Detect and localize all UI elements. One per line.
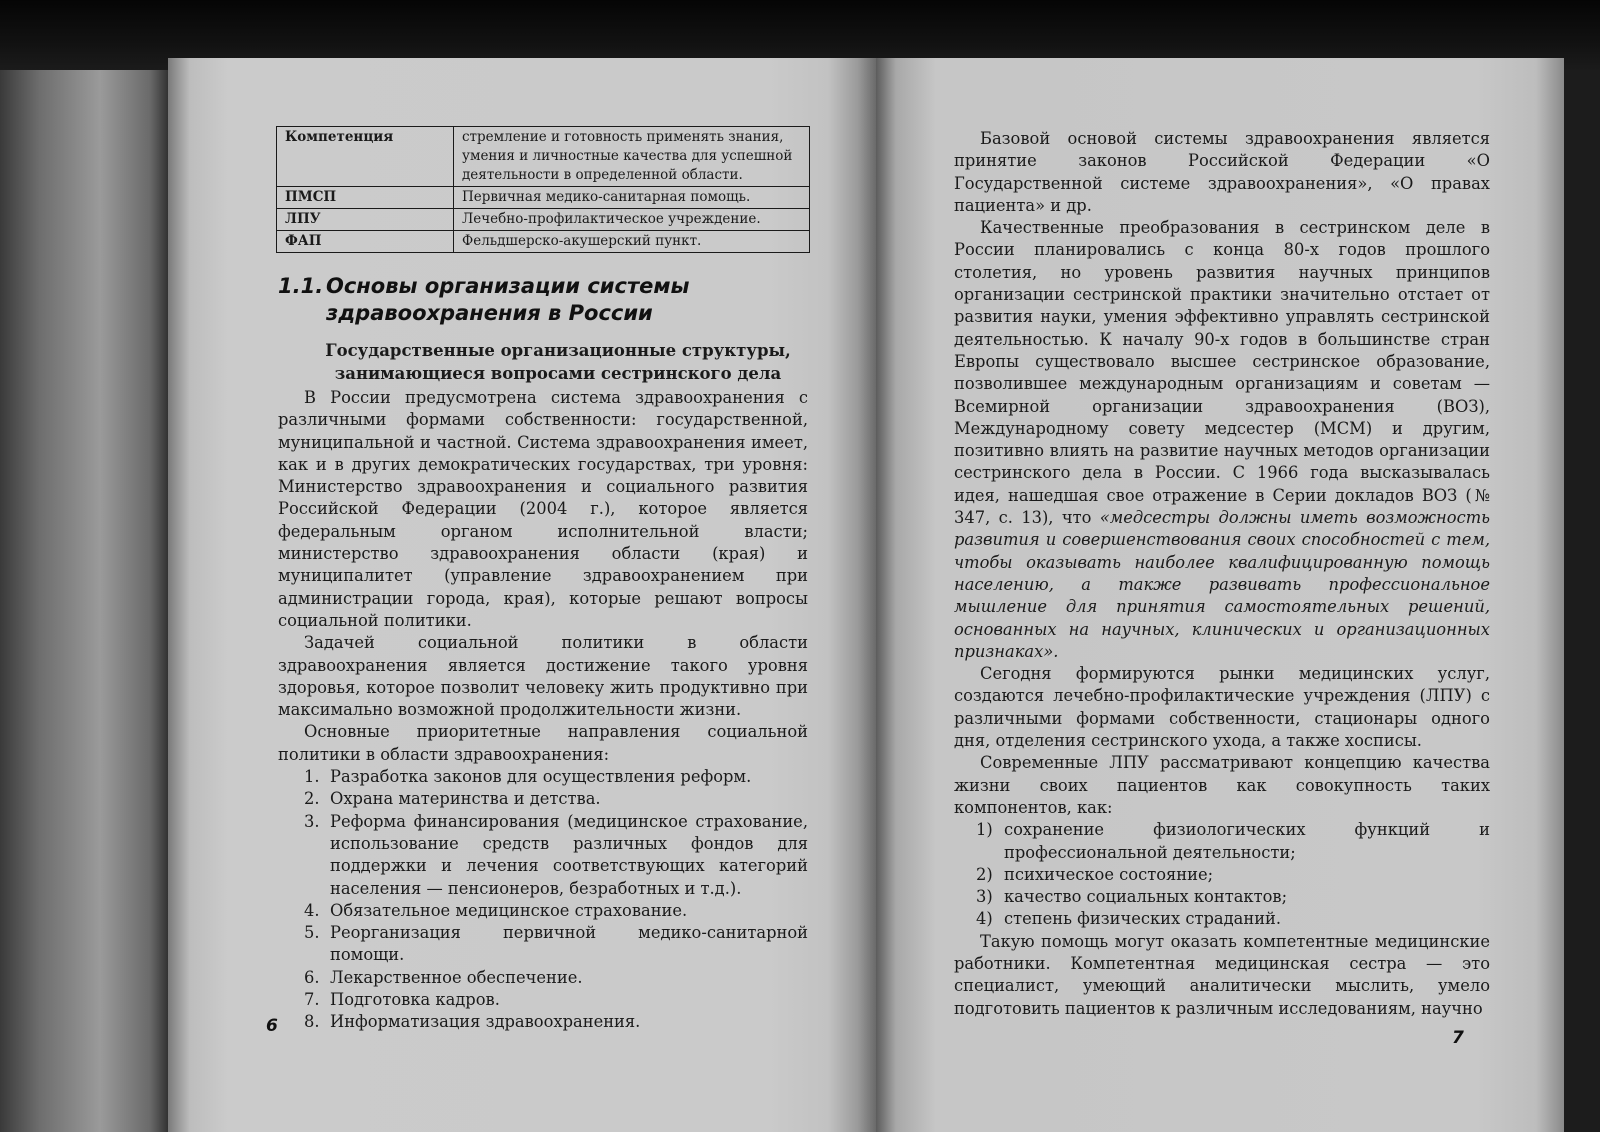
list-item xyxy=(954,819,1490,864)
list-number: 4) xyxy=(976,909,993,929)
list-number: 3) xyxy=(976,887,993,907)
paragraph: Сегодня формируются рынки медицинских услуг, создаются лечебно-профилактические учреждения (ЛПУ) с различными формами собственности, стационары одного дня, отделения сестринского ухода, а также хосписы. xyxy=(954,664,1490,751)
subheading xyxy=(278,339,808,385)
paragraph-text: Качественные преобразования в сестринском деле в России планировались с конца 80-х годов прошлого столетия, но уровень развития научных принципов организации сестринской практики значительно отстает от развития науки, умения эффективно управлять сестринской деятельностью. К началу 90-х годов в большинстве стран Европы существовало высшее сестринское образование, позволившее международным организациям и советам — Всемирной организации здравоохранения (ВОЗ), Международному совету медсестер (МСМ) и другим, позитивно влиять на развитие научных методов организации сестринского дела в России. С 1966 года высказывалась идея, нашедшая свое отражение в Серии докладов ВОЗ (№ 347, с. 13), что xyxy=(954,218,1490,528)
section-title-line1: Основы организации системы xyxy=(326,274,690,298)
list-item xyxy=(278,811,808,900)
left-page xyxy=(168,58,876,1132)
list-item xyxy=(278,766,808,788)
list-text: Информатизация здравоохранения. xyxy=(330,1012,641,1032)
glossary-term: Компетенция xyxy=(277,127,454,187)
page-number: 7 xyxy=(1452,1028,1464,1048)
paragraph: Задачей социальной политики в области здравоохранения является достижение такого уровня здоровья, которое позволит человеку жить продуктивно при максимально возможной продолжительности жизни. xyxy=(278,633,808,720)
list-text: степень физических страданий. xyxy=(1004,909,1282,929)
list-item xyxy=(278,922,808,967)
left-page-content xyxy=(278,126,808,1034)
list-number: 2) xyxy=(976,864,993,884)
who-quote: «медсестры должны иметь возможность развития и совершенствования своих способностей с тем, чтобы оказывать наиболее квалифицированную помощь населению, а также развивать профессиональное мышление для принятия самостоятельных решений, основанных на научных, клинических и организационных признаках». xyxy=(954,508,1491,661)
paragraph: В России предусмотрена система здравоохранения с различными формами собственности: государственной, муниципальной и частной. Система здравоохранения имеет, как и в других демократических государствах, три уровня: Министерство здравоохранения и социального развития Российской Федерации (2004 г.), которое является федеральным органом исполнительной власти; министерство здравоохранения области (края) и муниципалитет (управление здравоохранением при администрации города, края), которые решают вопросы социальной политики. xyxy=(278,388,808,630)
list-number: 2. xyxy=(304,789,320,809)
list-number: 7. xyxy=(304,990,320,1010)
subheading-line2: занимающиеся вопросами сестринского дела xyxy=(334,364,782,383)
right-page xyxy=(876,58,1564,1132)
list-text: Охрана материнства и детства. xyxy=(330,789,601,809)
table-row xyxy=(277,231,810,253)
page-number: 6 xyxy=(266,1016,278,1036)
list-item xyxy=(278,1011,808,1033)
list-text: Обязательное медицинское страхование. xyxy=(330,900,688,920)
glossary-term: ЛПУ xyxy=(277,209,454,231)
glossary-term: ФАП xyxy=(277,231,454,253)
paragraph: Базовой основой системы здравоохранения является принятие законов Российской Федерации «О Государственной системе здравоохранения», «О правах пациента» и др. xyxy=(954,129,1490,215)
section-number: 1.1. xyxy=(278,274,324,298)
list-number: 1. xyxy=(304,767,320,787)
glossary-definition: Лечебно-профилактическое учреждение. xyxy=(454,209,810,231)
list-number: 8. xyxy=(304,1012,320,1032)
glossary-definition: Фельдшерско-акушерский пункт. xyxy=(454,231,810,253)
list-item xyxy=(278,989,808,1011)
priority-list xyxy=(278,766,808,1034)
paragraph xyxy=(954,217,1490,663)
subheading-line1: Государственные организационные структуры, xyxy=(325,341,791,360)
list-item xyxy=(278,967,808,989)
list-item xyxy=(954,864,1490,886)
glossary-table xyxy=(276,126,810,253)
glossary-definition: Первичная медико-санитарная помощь. xyxy=(454,187,810,209)
right-page-content xyxy=(954,128,1490,1020)
list-number: 1) xyxy=(976,820,993,840)
glossary-term: ПМСП xyxy=(277,187,454,209)
table-row xyxy=(277,127,810,187)
list-text: Лекарственное обеспечение. xyxy=(330,967,583,987)
paragraph: Основные приоритетные направления социальной политики в области здравоохранения: xyxy=(278,722,808,764)
list-text: Подготовка кадров. xyxy=(330,990,500,1010)
list-item xyxy=(278,788,808,810)
list-text: психическое состояние; xyxy=(1004,864,1214,884)
section-title xyxy=(278,273,808,327)
list-number: 6. xyxy=(304,967,320,987)
table-row xyxy=(277,209,810,231)
list-text: Реорганизация первичной медико-санитарной помощи. xyxy=(330,923,808,965)
list-item xyxy=(278,900,808,922)
list-text: Разработка законов для осуществления реформ. xyxy=(330,767,752,787)
glossary-definition: стремление и готовность применять знания, умения и личностные качества для успешной деятельности в определенной области. xyxy=(454,127,810,187)
list-number: 3. xyxy=(304,811,320,831)
quality-components-list xyxy=(954,819,1490,930)
list-item xyxy=(954,886,1490,908)
list-number: 5. xyxy=(304,923,320,943)
list-text: Реформа финансирования (медицинское страхование, использование средств различных фондов для поддержки и лечения соответствующих категорий населения — пенсионеров, безработных и т.д.). xyxy=(330,811,808,898)
table-row xyxy=(277,187,810,209)
paragraph: Такую помощь могут оказать компетентные медицинские работники. Компетентная медицинская сестра — это специалист, умеющий аналитически мыслить, умело подготовить пациентов к различным исследованиям, научно xyxy=(954,931,1490,1018)
list-text: сохранение физиологических функций и профессиональной деятельности; xyxy=(1004,820,1490,862)
section-title-line2: здравоохранения в России xyxy=(326,301,653,325)
list-item xyxy=(954,908,1490,930)
list-number: 4. xyxy=(304,900,320,920)
paragraph: Современные ЛПУ рассматривают концепцию качества жизни своих пациентов как совокупность таких компонентов, как: xyxy=(954,753,1490,817)
list-text: качество социальных контактов; xyxy=(1004,887,1288,907)
